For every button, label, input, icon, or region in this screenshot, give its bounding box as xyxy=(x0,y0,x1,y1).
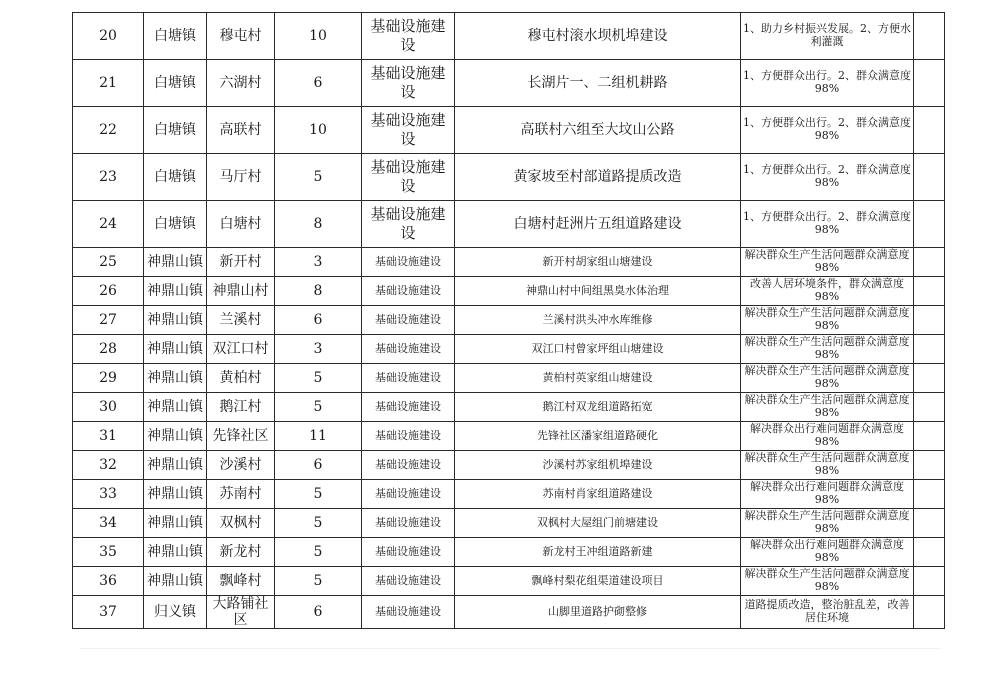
amount-cell: 5 xyxy=(275,364,362,393)
village-cell: 鹅江村 xyxy=(207,393,275,422)
effect-cell: 解决群众出行难问题群众满意度98% xyxy=(741,480,914,509)
amount-cell: 5 xyxy=(275,393,362,422)
effect-cell: 1、方便群众出行。2、群众满意度98% xyxy=(741,154,914,201)
project-name-cell: 兰溪村洪头冲水库维修 xyxy=(455,306,741,335)
effect-cell: 1、方便群众出行。2、群众满意度98% xyxy=(741,201,914,248)
effect-cell: 解决群众生产生活问题群众满意度98% xyxy=(741,567,914,596)
effect-cell: 解决群众出行难问题群众满意度98% xyxy=(741,538,914,567)
village-cell: 白塘村 xyxy=(207,201,275,248)
project-name-cell: 白塘村赶洲片五组道路建设 xyxy=(455,201,741,248)
remark-cell xyxy=(914,451,945,480)
village-cell: 黄柏村 xyxy=(207,364,275,393)
amount-cell: 6 xyxy=(275,306,362,335)
row-number: 27 xyxy=(73,306,144,335)
amount-cell: 6 xyxy=(275,596,362,629)
amount-cell: 10 xyxy=(275,107,362,154)
amount-cell: 8 xyxy=(275,277,362,306)
table-row xyxy=(73,60,945,107)
town-cell: 神鼎山镇 xyxy=(144,480,207,509)
row-number: 35 xyxy=(73,538,144,567)
table-row xyxy=(73,248,945,277)
remark-cell xyxy=(914,393,945,422)
village-cell: 兰溪村 xyxy=(207,306,275,335)
effect-cell: 改善人居环境条件，群众满意度98% xyxy=(741,277,914,306)
village-cell: 苏南村 xyxy=(207,480,275,509)
amount-cell: 8 xyxy=(275,201,362,248)
town-cell: 神鼎山镇 xyxy=(144,364,207,393)
table-row xyxy=(73,538,945,567)
town-cell: 白塘镇 xyxy=(144,60,207,107)
village-cell: 穆屯村 xyxy=(207,13,275,60)
effect-cell: 道路提质改造，整治脏乱差，改善居住环境 xyxy=(741,596,914,629)
effect-cell: 解决群众生产生活问题群众满意度98% xyxy=(741,248,914,277)
effect-cell: 1、方便群众出行。2、群众满意度98% xyxy=(741,60,914,107)
table-row xyxy=(73,509,945,538)
category-cell: 基础设施建设 xyxy=(362,277,455,306)
category-cell: 基础设施建设 xyxy=(362,154,455,201)
effect-cell: 解决群众生产生活问题群众满意度98% xyxy=(741,393,914,422)
row-number: 23 xyxy=(73,154,144,201)
village-cell: 飘峰村 xyxy=(207,567,275,596)
effect-cell: 解决群众出行难问题群众满意度98% xyxy=(741,422,914,451)
row-number: 28 xyxy=(73,335,144,364)
project-name-cell: 穆屯村滚水坝机埠建设 xyxy=(455,13,741,60)
remark-cell xyxy=(914,538,945,567)
remark-cell xyxy=(914,60,945,107)
category-cell: 基础设施建设 xyxy=(362,567,455,596)
category-cell: 基础设施建设 xyxy=(362,509,455,538)
category-cell: 基础设施建设 xyxy=(362,60,455,107)
table-row xyxy=(73,277,945,306)
village-cell: 马厅村 xyxy=(207,154,275,201)
village-cell: 高联村 xyxy=(207,107,275,154)
category-cell: 基础设施建设 xyxy=(362,451,455,480)
row-number: 34 xyxy=(73,509,144,538)
category-cell: 基础设施建设 xyxy=(362,393,455,422)
project-name-cell: 黄柏村英家组山塘建设 xyxy=(455,364,741,393)
project-name-cell: 黄家坡至村部道路提质改造 xyxy=(455,154,741,201)
town-cell: 神鼎山镇 xyxy=(144,335,207,364)
table-row xyxy=(73,364,945,393)
effect-cell: 解决群众生产生活问题群众满意度98% xyxy=(741,509,914,538)
project-name-cell: 苏南村肖家组道路建设 xyxy=(455,480,741,509)
row-number: 30 xyxy=(73,393,144,422)
category-cell: 基础设施建设 xyxy=(362,596,455,629)
table-row xyxy=(73,107,945,154)
town-cell: 白塘镇 xyxy=(144,201,207,248)
effect-cell: 解决群众生产生活问题群众满意度98% xyxy=(741,451,914,480)
project-name-cell: 长湖片一、二组机耕路 xyxy=(455,60,741,107)
category-cell: 基础设施建设 xyxy=(362,107,455,154)
amount-cell: 5 xyxy=(275,509,362,538)
amount-cell: 6 xyxy=(275,451,362,480)
remark-cell xyxy=(914,201,945,248)
town-cell: 神鼎山镇 xyxy=(144,277,207,306)
town-cell: 神鼎山镇 xyxy=(144,509,207,538)
project-name-cell: 先锋社区潘家组道路硬化 xyxy=(455,422,741,451)
remark-cell xyxy=(914,596,945,629)
remark-cell xyxy=(914,277,945,306)
remark-cell xyxy=(914,509,945,538)
village-cell: 新龙村 xyxy=(207,538,275,567)
remark-cell xyxy=(914,306,945,335)
project-name-cell: 鹅江村双龙组道路拓宽 xyxy=(455,393,741,422)
amount-cell: 6 xyxy=(275,60,362,107)
table-row xyxy=(73,480,945,509)
effect-cell: 解决群众生产生活问题群众满意度98% xyxy=(741,306,914,335)
project-name-cell: 山脚里道路护砌整修 xyxy=(455,596,741,629)
project-name-cell: 双枫村大屋组门前塘建设 xyxy=(455,509,741,538)
table-row xyxy=(73,596,945,629)
row-number: 32 xyxy=(73,451,144,480)
village-cell: 双枫村 xyxy=(207,509,275,538)
town-cell: 神鼎山镇 xyxy=(144,451,207,480)
town-cell: 神鼎山镇 xyxy=(144,393,207,422)
category-cell: 基础设施建设 xyxy=(362,422,455,451)
row-number: 37 xyxy=(73,596,144,629)
row-number: 29 xyxy=(73,364,144,393)
amount-cell: 5 xyxy=(275,154,362,201)
category-cell: 基础设施建设 xyxy=(362,364,455,393)
town-cell: 归义镇 xyxy=(144,596,207,629)
remark-cell xyxy=(914,567,945,596)
village-cell: 大路铺社区 xyxy=(207,596,275,629)
row-number: 21 xyxy=(73,60,144,107)
town-cell: 神鼎山镇 xyxy=(144,567,207,596)
village-cell: 新开村 xyxy=(207,248,275,277)
remark-cell xyxy=(914,248,945,277)
category-cell: 基础设施建设 xyxy=(362,335,455,364)
table-row xyxy=(73,422,945,451)
project-name-cell: 双江口村曾家坪组山塘建设 xyxy=(455,335,741,364)
project-name-cell: 神鼎山村中间组黑臭水体治理 xyxy=(455,277,741,306)
town-cell: 神鼎山镇 xyxy=(144,306,207,335)
village-cell: 沙溪村 xyxy=(207,451,275,480)
category-cell: 基础设施建设 xyxy=(362,480,455,509)
town-cell: 神鼎山镇 xyxy=(144,538,207,567)
row-number: 22 xyxy=(73,107,144,154)
remark-cell xyxy=(914,107,945,154)
remark-cell xyxy=(914,13,945,60)
row-number: 24 xyxy=(73,201,144,248)
village-cell: 六湖村 xyxy=(207,60,275,107)
scan-bleed-through xyxy=(80,648,940,681)
category-cell: 基础设施建设 xyxy=(362,538,455,567)
amount-cell: 5 xyxy=(275,480,362,509)
category-cell: 基础设施建设 xyxy=(362,248,455,277)
row-number: 20 xyxy=(73,13,144,60)
town-cell: 神鼎山镇 xyxy=(144,248,207,277)
amount-cell: 11 xyxy=(275,422,362,451)
table-row xyxy=(73,306,945,335)
row-number: 25 xyxy=(73,248,144,277)
effect-cell: 解决群众生产生活问题群众满意度98% xyxy=(741,335,914,364)
category-cell: 基础设施建设 xyxy=(362,201,455,248)
project-name-cell: 新龙村王冲组道路新建 xyxy=(455,538,741,567)
table-row xyxy=(73,393,945,422)
row-number: 31 xyxy=(73,422,144,451)
row-number: 36 xyxy=(73,567,144,596)
amount-cell: 10 xyxy=(275,13,362,60)
effect-cell: 解决群众生产生活问题群众满意度98% xyxy=(741,364,914,393)
effect-cell: 1、方便群众出行。2、群众满意度98% xyxy=(741,107,914,154)
project-table xyxy=(72,12,945,629)
remark-cell xyxy=(914,154,945,201)
row-number: 33 xyxy=(73,480,144,509)
remark-cell xyxy=(914,364,945,393)
remark-cell xyxy=(914,422,945,451)
amount-cell: 3 xyxy=(275,335,362,364)
table-body xyxy=(73,13,945,629)
table-row xyxy=(73,335,945,364)
table-row xyxy=(73,13,945,60)
table-row xyxy=(73,201,945,248)
category-cell: 基础设施建设 xyxy=(362,13,455,60)
amount-cell: 5 xyxy=(275,538,362,567)
remark-cell xyxy=(914,335,945,364)
table-row xyxy=(73,451,945,480)
village-cell: 双江口村 xyxy=(207,335,275,364)
effect-cell: 1、助力乡村振兴发展。2、方便水利灌溉 xyxy=(741,13,914,60)
amount-cell: 5 xyxy=(275,567,362,596)
town-cell: 白塘镇 xyxy=(144,13,207,60)
amount-cell: 3 xyxy=(275,248,362,277)
project-name-cell: 沙溪村苏家组机埠建设 xyxy=(455,451,741,480)
category-cell: 基础设施建设 xyxy=(362,306,455,335)
table-row xyxy=(73,154,945,201)
town-cell: 白塘镇 xyxy=(144,107,207,154)
village-cell: 神鼎山村 xyxy=(207,277,275,306)
remark-cell xyxy=(914,480,945,509)
town-cell: 白塘镇 xyxy=(144,154,207,201)
project-name-cell: 飘峰村梨花组渠道建设项目 xyxy=(455,567,741,596)
row-number: 26 xyxy=(73,277,144,306)
table-row xyxy=(73,567,945,596)
project-name-cell: 高联村六组至大坟山公路 xyxy=(455,107,741,154)
village-cell: 先锋社区 xyxy=(207,422,275,451)
town-cell: 神鼎山镇 xyxy=(144,422,207,451)
project-name-cell: 新开村胡家组山塘建设 xyxy=(455,248,741,277)
